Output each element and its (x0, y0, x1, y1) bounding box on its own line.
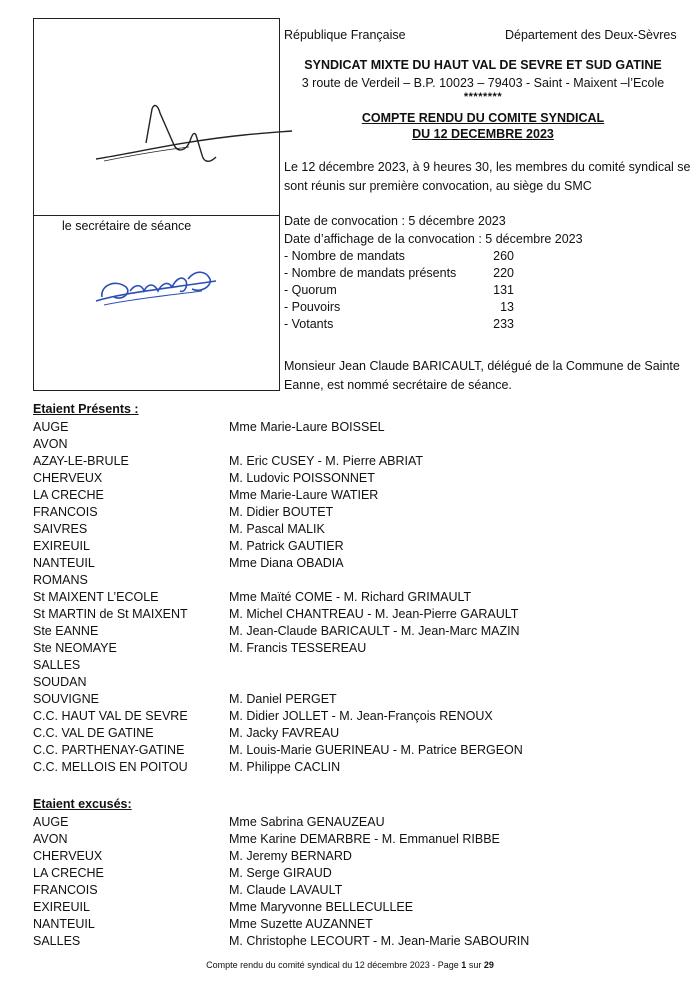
stat-value: 233 (493, 317, 514, 331)
member-names: M. Francis TESSEREAU (229, 641, 367, 655)
secretary-paragraph (284, 357, 700, 395)
member-names: M. Eric CUSEY - M. Pierre ABRIAT (229, 454, 424, 468)
commune-name: LA CRECHE (33, 488, 104, 502)
commune-name: FRANCOIS (33, 505, 98, 519)
organization-address: 3 route de Verdeil – B.P. 10023 – 79403 - Saint - Maixent –l’Ecole (301, 76, 665, 90)
member-names: Mme Marie-Laure BOISSEL (229, 420, 385, 434)
footer-page-total: 29 (483, 960, 494, 970)
intro-line: Le 12 décembre 2023, à 9 heures 30, les membres du comité syndical se (284, 160, 691, 174)
secretary-line: Eanne, est nommé secrétaire de séance. (284, 378, 512, 392)
commune-name: C.C. VAL DE GATINE (33, 726, 154, 740)
commune-name: LA CRECHE (33, 866, 104, 880)
stat-row (284, 265, 514, 282)
intro-paragraph (284, 158, 700, 196)
document-title: COMPTE RENDU DU COMITE SYNDICAL (361, 111, 605, 125)
stat-value: 260 (493, 249, 514, 263)
commune-name: AUGE (33, 815, 69, 829)
page-footer (0, 960, 700, 970)
commune-name: SALLES (33, 658, 81, 672)
document-date-title: DU 12 DECEMBRE 2023 (412, 127, 554, 141)
member-names: Mme Sabrina GENAUZEAU (229, 815, 385, 829)
stat-value: 13 (500, 300, 514, 314)
stat-row (284, 282, 514, 299)
commune-name: St MAIXENT L’ECOLE (33, 590, 159, 604)
footer-text: Compte rendu du comité syndical du 12 décembre 2023 - Page (206, 960, 462, 970)
presents-heading: Etaient Présents : (33, 402, 139, 416)
commune-name: C.C. MELLOIS EN POITOU (33, 760, 188, 774)
commune-name: St MARTIN de St MAIXENT (33, 607, 188, 621)
posting-date: Date d’affichage de la convocation : 5 décembre 2023 (284, 232, 583, 246)
member-names: M. Claude LAVAULT (229, 883, 343, 897)
stat-row (284, 248, 514, 265)
commune-name: AZAY-LE-BRULE (33, 454, 129, 468)
commune-name: ROMANS (33, 573, 88, 587)
secretary-line: Monsieur Jean Claude BARICAULT, délégué de la Commune de Sainte (284, 359, 680, 373)
member-names: Mme Diana OBADIA (229, 556, 344, 570)
member-names: M. Didier JOLLET - M. Jean-François RENOUX (229, 709, 493, 723)
member-names: M. Louis-Marie GUERINEAU - M. Patrice BERGEON (229, 743, 523, 757)
member-names: M. Didier BOUTET (229, 505, 334, 519)
member-names: M. Jean-Claude BARICAULT - M. Jean-Marc MAZIN (229, 624, 520, 638)
member-names: M. Ludovic POISSONNET (229, 471, 375, 485)
commune-name: EXIREUIL (33, 900, 90, 914)
commune-name: CHERVEUX (33, 849, 103, 863)
commune-name: AVON (33, 832, 68, 846)
stat-label: - Nombre de mandats (284, 249, 405, 263)
secretary-label: le secrétaire de séance (62, 219, 192, 233)
member-names: M. Philippe CACLIN (229, 760, 341, 774)
member-names: Mme Maïté COME - M. Richard GRIMAULT (229, 590, 472, 604)
department-label: Département des Deux-Sèvres (505, 28, 677, 42)
commune-name: SOUVIGNE (33, 692, 99, 706)
signature-box (33, 18, 280, 391)
commune-name: AVON (33, 437, 68, 451)
excuses-heading: Etaient excusés: (33, 797, 132, 811)
commune-name: FRANCOIS (33, 883, 98, 897)
stat-label: - Votants (284, 317, 334, 331)
signature-divider (34, 215, 279, 216)
member-names: M. Patrick GAUTIER (229, 539, 344, 553)
commune-name: SOUDAN (33, 675, 87, 689)
commune-name: SALLES (33, 934, 81, 948)
attendance-stats (284, 248, 514, 333)
member-names: M. Pascal MALIK (229, 522, 325, 536)
commune-name: C.C. HAUT VAL DE SEVRE (33, 709, 188, 723)
commune-name: AUGE (33, 420, 69, 434)
stat-row (284, 316, 514, 333)
footer-text: sur (466, 960, 484, 970)
convocation-date: Date de convocation : 5 décembre 2023 (284, 214, 506, 228)
commune-name: Ste EANNE (33, 624, 99, 638)
member-names: Mme Marie-Laure WATIER (229, 488, 379, 502)
commune-name: CHERVEUX (33, 471, 103, 485)
member-names: M. Daniel PERGET (229, 692, 337, 706)
president-signature-image (94, 101, 294, 191)
commune-name: SAIVRES (33, 522, 88, 536)
intro-line: sont réunis sur première convocation, au siège du SMC (284, 179, 592, 193)
member-names: M. Christophe LECOURT - M. Jean-Marie SABOURIN (229, 934, 530, 948)
member-names: Mme Suzette AUZANNET (229, 917, 373, 931)
stat-label: - Nombre de mandats présents (284, 266, 457, 280)
republique-label: République Française (284, 28, 406, 42)
commune-name: NANTEUIL (33, 917, 95, 931)
organization-name: SYNDICAT MIXTE DU HAUT VAL DE SEVRE ET SUD GATINE (304, 58, 662, 72)
member-names: M. Serge GIRAUD (229, 866, 332, 880)
commune-name: C.C. PARTHENAY-GATINE (33, 743, 185, 757)
commune-name: NANTEUIL (33, 556, 95, 570)
member-names: M. Jeremy BERNARD (229, 849, 352, 863)
stat-label: - Pouvoirs (284, 300, 341, 314)
commune-name: EXIREUIL (33, 539, 90, 553)
member-names: M. Michel CHANTREAU - M. Jean-Pierre GARAULT (229, 607, 519, 621)
secretary-signature-image (92, 263, 222, 313)
footer-page-number: 1 (461, 960, 467, 970)
member-names: Mme Maryvonne BELLECULLEE (229, 900, 414, 914)
stat-row (284, 299, 514, 316)
stat-value: 220 (493, 266, 514, 280)
stat-label: - Quorum (284, 283, 337, 297)
stat-value: 131 (493, 283, 514, 297)
separator-stars: ******** (463, 91, 503, 103)
member-names: Mme Karine DEMARBRE - M. Emmanuel RIBBE (229, 832, 500, 846)
member-names: M. Jacky FAVREAU (229, 726, 340, 740)
commune-name: Ste NEOMAYE (33, 641, 117, 655)
